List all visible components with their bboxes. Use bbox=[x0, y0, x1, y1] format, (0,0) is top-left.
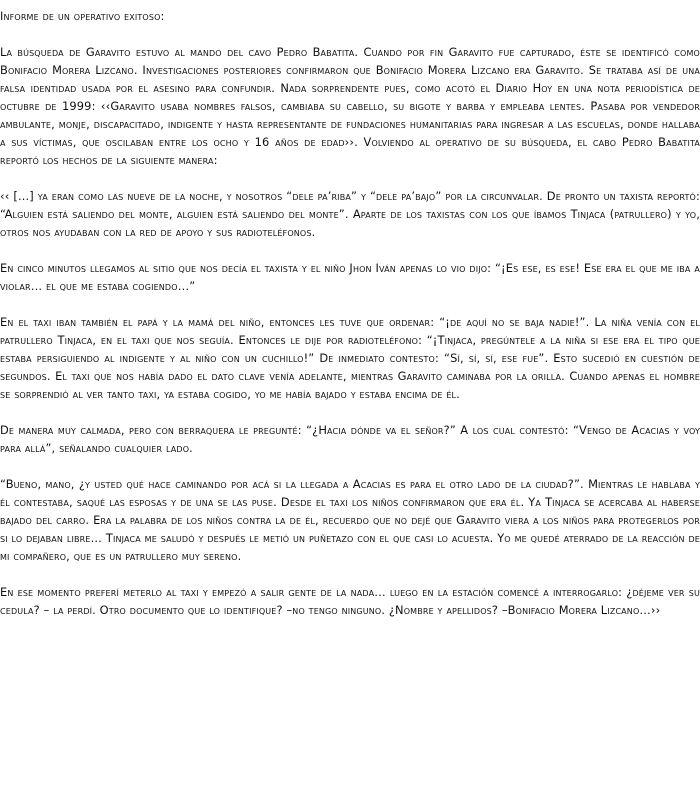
paragraph-arrival: En cinco minutos llegamos al sitio que nos decía el taxista y el niño Jhon Iván apenas lo vio dijo: “¡Es ese, es ese! Ese era el que me iba a violar… el que me estaba cogiendo…” bbox=[0, 261, 700, 293]
document-title: Informe de un operativo exitoso: bbox=[0, 9, 165, 23]
paragraph-testimony-start: ‹‹ [...] ya eran como las nueve de la noche, y nosotros “dele pa’riba” y “dele pa’bajo” por la circunvalar. De pronto un taxista reportó: “Alguien está saliendo del monte, alguien está saliendo del monte”. Aparte de los taxistas con los que íbamos Tinjaca (patrullero) y yo, otros nos ayudaban con la red de apoyo y sus radioteléfonos. bbox=[0, 189, 700, 239]
paragraph-intro: La búsqueda de Garavito estuvo al mando del cavo Pedro Babatita. Cuando por fin Garavito fue capturado, éste se identificó como Bonifacio Morera Lizcano. Investigaciones posteriores confirmaron que Bonifacio Morera Lizcano era Garavito. Se trataba así de una falsa identidad usada por el asesino para confundir. Nada sorprendente pues, como acotó el Diario Hoy en una nota periodística de octubre de 1999: ‹‹Garavito usaba nombres falsos, cambiaba su cabello, su bigote y barba y empleaba lentes. Pasaba por vendedor ambulante, monje, discapacitado, indigente y hasta representante de fundaciones humanitarias para ingresar a las escuelas, donde hallaba a sus víctimas, que oscilaban entre los ocho y 16 años de edad››. Volviendo al operativo de su búsqueda, el cabo Pedro Babatita reportó los hechos de la siguiente manera: bbox=[0, 45, 700, 167]
paragraph-taxi: En el taxi iban también el papá y la mamá del niño, entonces les tuve que ordenar: “¡de aquí no se baja nadie!”. La niña venía con el patrullero Tinjaca, en el taxi que nos seguía. Entonces le dije por radioteléfono: “¡Tinjaca, pregúntele a la niña si ese era el tipo que estaba persiguiendo al indigente y al niño con un cuchillo!” De inmediato contesto: “Sí, sí, sí, ese fue”. Esto sucedió en cuestión de segundos. El taxi que nos había dado el dato clave venía adelante, mientras Garavito caminaba por la orilla. Cuando apenas el hombre se sorprendió al ver tanto taxi, ya estaba cogido, yo me había bajado y estaba encima de él. bbox=[0, 315, 700, 401]
paragraph-arrest: “Bueno, mano, ¿y usted qué hace caminando por acá si la llegada a Acacias es para el otro lado de la ciudad?”. Mientras le hablaba y él contestaba, saqué las esposas y de una se las puse. Desde el taxi los niños confirmaron que era él. Ya Tinjaca se acercaba al haberse bajado del carro. Era la palabra de los niños contra la de él, recuerdo que no dejé que Garavito viera a los niños para protegerlos por si lo dejaban libre… Tinjaca me saludó y después le metió un puñetazo con el que casi lo acuesta. Yo me quedé aterrado de la reacción de mi compañero, que es un patrullero muy sereno. bbox=[0, 477, 700, 563]
paragraph-question: De manera muy calmada, pero con berraquera le pregunté: “¿Hacia dónde va el señor?” A los cual contestó: “Vengo de Acacias y voy para allá”, señalando cualquier lado. bbox=[0, 423, 700, 455]
paragraph-interrogation: En ese momento preferí meterlo al taxi y empezó a salir gente de la nada… luego en la estación comencé a interrogarlo: ¿déjeme ver su cedula? – la perdí. Otro documento que lo identifique? –no tengo ninguno. ¿Nombre y apellidos? –Bonifacio Morera Lizcano…›› bbox=[0, 585, 700, 617]
